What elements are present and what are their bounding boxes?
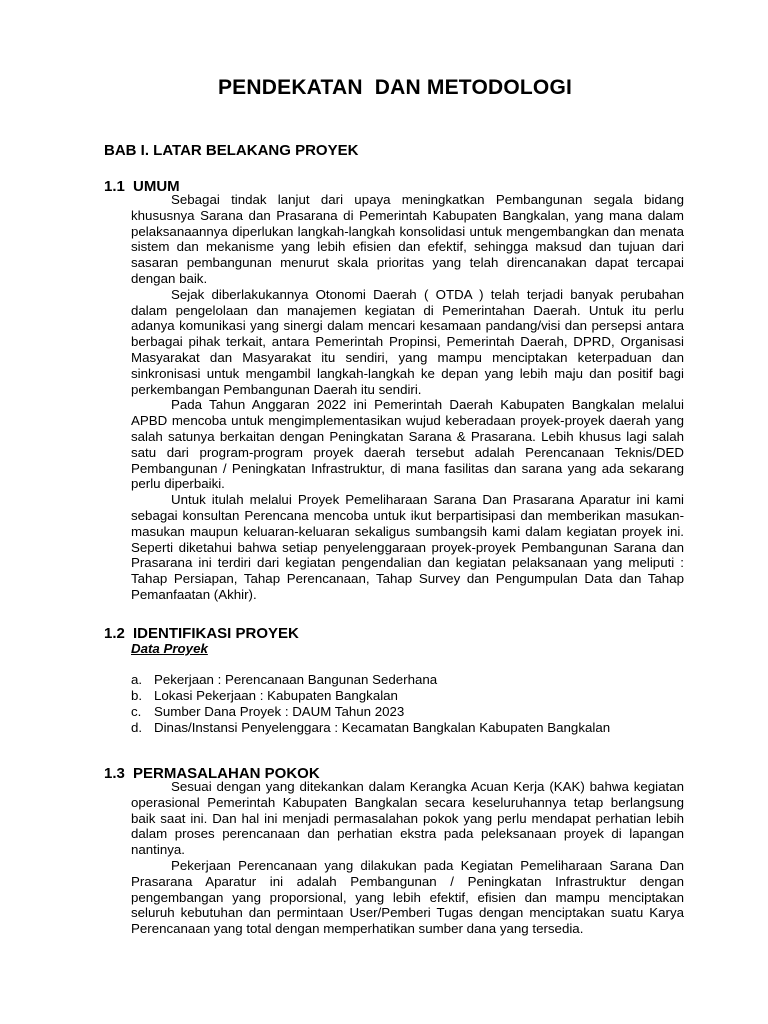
list-item: [131, 704, 610, 720]
paragraph: Pada Tahun Anggaran 2022 ini Pemerintah Daerah Kabupaten Bangkalan melalui APBD mencoba untuk mengimplementasikan wujud keberadaan proyek-proyek daerah yang salah satunya berkaitan dengan Peningkatan Sarana & Prasarana. Lebih khusus lagi salah satu dari program-program proyek daerah tersebut adalah Perencanaan Teknis/DED Pembangunan / Peningkatan Infrastruktur, di mana fasilitas dan sarana yang ada sekarang perlu diperbaiki.: [131, 397, 684, 492]
section-number: 1.2: [104, 625, 125, 642]
section-number: 1.3: [104, 765, 125, 782]
list-marker: a.: [131, 672, 143, 687]
section-heading-identifikasi: [104, 625, 299, 642]
list-marker: c.: [131, 703, 142, 719]
page-title: PENDEKATAN DAN METODOLOGI: [217, 76, 573, 99]
list-text: Pekerjaan : Perencanaan Bangunan Sederhana: [154, 672, 438, 687]
section-title: UMUM: [133, 178, 180, 195]
data-proyek-subheading: Data Proyek: [131, 641, 208, 656]
section-body-permasalahan: [131, 779, 684, 937]
section-title: PERMASALAHAN POKOK: [133, 765, 320, 782]
chapter-heading: BAB I. LATAR BELAKANG PROYEK: [104, 142, 359, 159]
paragraph: Untuk itulah melalui Proyek Pemeliharaan Sarana Dan Prasarana Aparatur ini kami sebagai konsultan Perencana mencoba untuk ikut berpartisipasi dan memberikan masukan-masukan maupun keluaran-keluaran sekaligus sumbangsih kami dalam kegiatan proyek ini. Seperti diketahui bahwa setiap penyelenggaraan proyek-proyek Pembangunan Sarana dan Prasarana ini terdiri dari kegiatan pengendalian dan kegiatan pelaksanaan yang meliputi : Tahap Persiapan, Tahap Perencanaan, Tahap Survey dan Pengumpulan Data dan Tahap Pemanfaatan (Akhir).: [131, 492, 684, 602]
paragraph: Pekerjaan Perencanaan yang dilakukan pada Kegiatan Pemeliharaan Sarana Dan Prasarana Aparatur ini adalah Pembangunan / Peningkatan Infrastruktur dengan pengembangan yang proporsional, yang lebih efektif, efisien dan mampu menciptakan seluruh kebutuhan dan permintaan User/Pemberi Tugas dengan menciptakan suatu Karya Perencanaan yang total dengan memperhatikan sumber dana yang tersedia.: [131, 857, 684, 937]
list-item: [131, 720, 610, 736]
project-data-list: [131, 672, 610, 736]
paragraph: Sebagai tindak lanjut dari upaya meningkatkan Pembangunan segala bidang khususnya Sarana dan Prasarana di Pemerintah Kabupaten Bangkalan, yang mana dalam pelaksanaannya diperlukan langkah-langkah konsolidasi untuk mengembangkan dan menata sistem dan mekanisme yang lebih efisien dan efektif, sehingga maksud dan tujuan dari sasaran pembangunan menurut skala prioritas yang telah direncanakan dapat tercapai dengan baik.: [131, 192, 684, 286]
section-number: 1.1: [104, 178, 125, 195]
section-body-umum: [131, 192, 684, 603]
list-marker: d.: [131, 719, 143, 735]
section-title: IDENTIFIKASI PROYEK: [133, 625, 299, 642]
list-item: [131, 672, 610, 688]
list-text: Lokasi Pekerjaan : Kabupaten Bangkalan: [154, 687, 398, 703]
paragraph: Sesuai dengan yang ditekankan dalam Kerangka Acuan Kerja (KAK) bahwa kegiatan operasional Pemerintah Kabupaten Bangkalan secara keseluruhannya tetap berlangsung baik saat ini. Dan hal ini menjadi permasalahan pokok yang perlu mendapat perhatian lebih dalam proses perencanaan dan perhatian ekstra pada peleksanaan proyek di lapangan nantinya.: [131, 779, 684, 858]
list-item: [131, 688, 610, 704]
paragraph: Sejak diberlakukannya Otonomi Daerah ( OTDA ) telah terjadi banyak perubahan dalam pengelolaan dan manajemen kegiatan di Pemerintahan Daerah. Untuk itu perlu adanya komunikasi yang sinergi dalam mencari kesamaan pandang/visi dan persepsi antara berbagai pihak terkait, antara Pemerintah Propinsi, Pemerintah Daerah, DPRD, Organisasi Masyarakat dan Masyarakat itu sendiri, yang mampu menciptakan keterpaduan dan sinkronisasi untuk mengambil langkah-langkah ke depan yang lebih maju dan positif bagi perkembangan Pembangunan Daerah itu sendiri.: [131, 286, 684, 397]
list-text: Dinas/Instansi Penyelenggara : Kecamatan Bangkalan Kabupaten Bangkalan: [154, 719, 611, 735]
list-marker: b.: [131, 687, 143, 703]
list-text: Sumber Dana Proyek : DAUM Tahun 2023: [154, 703, 405, 719]
